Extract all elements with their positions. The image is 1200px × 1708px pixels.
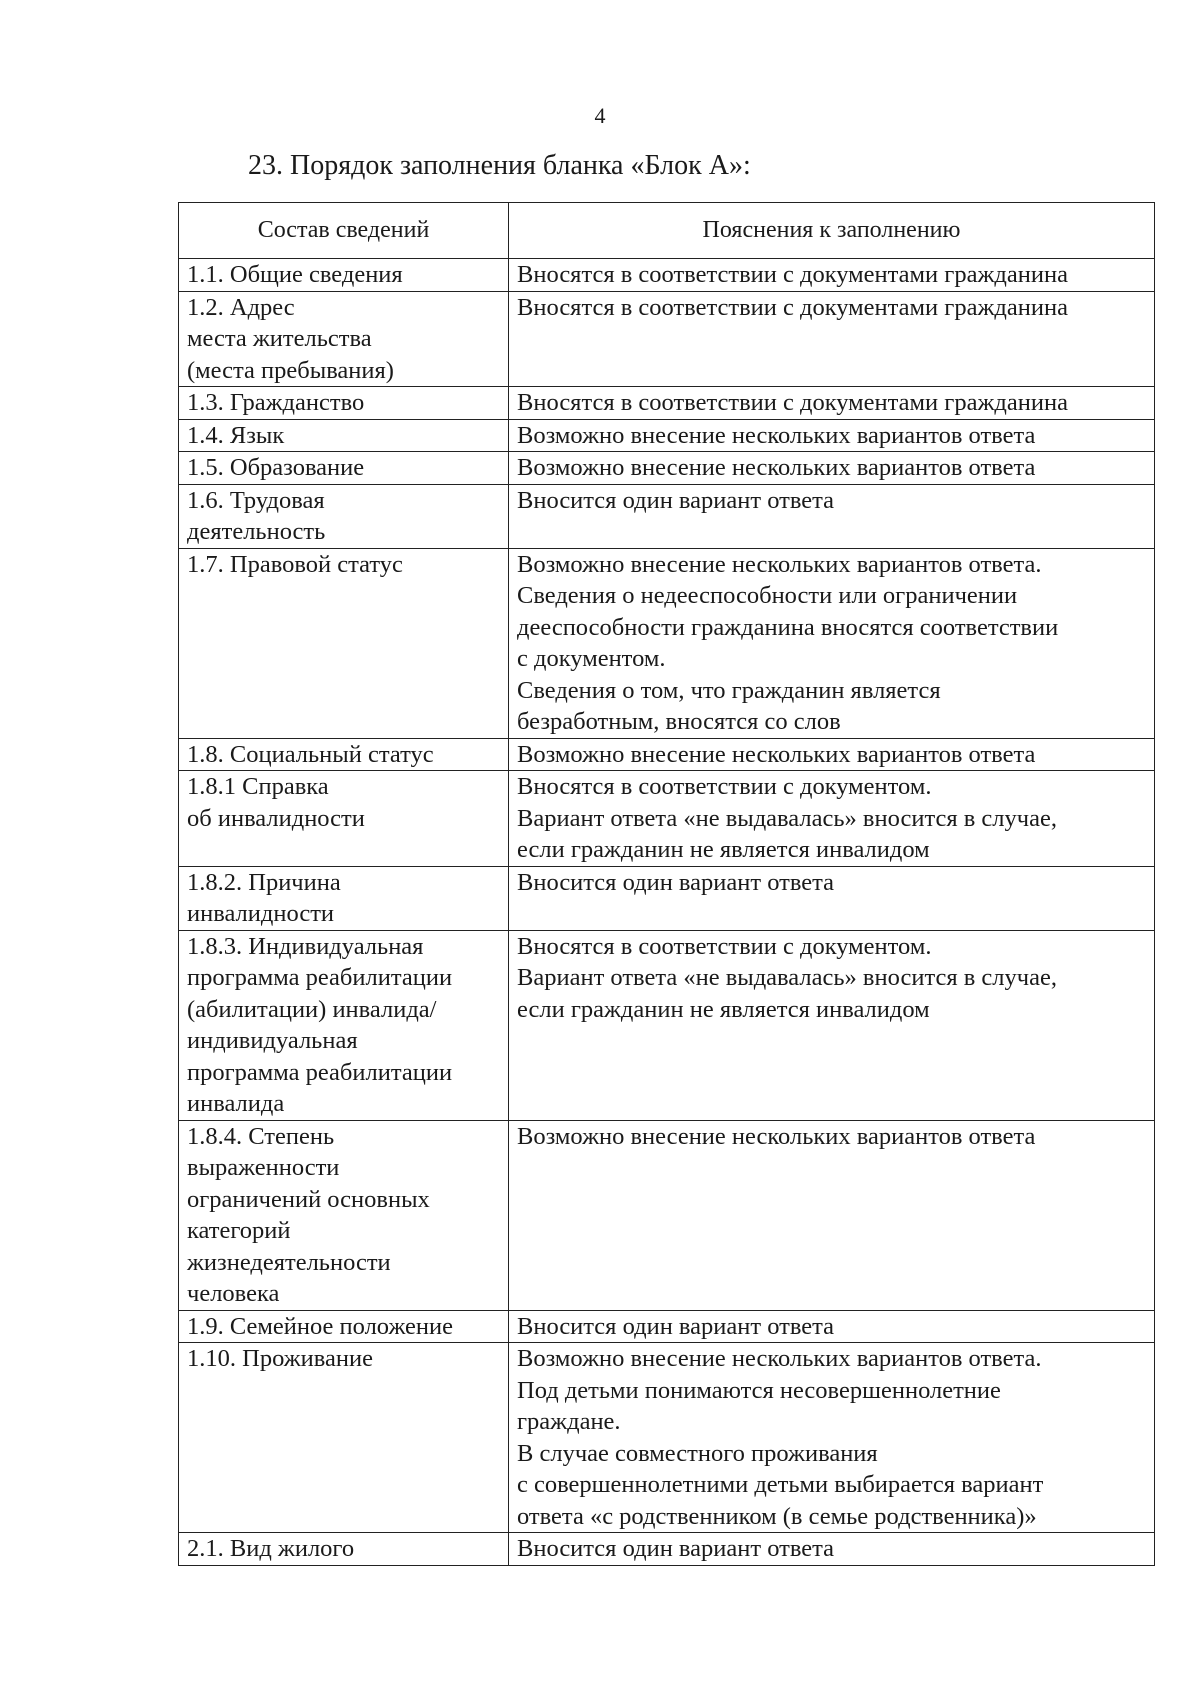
column-header-explanations: Пояснения к заполнению <box>509 203 1155 259</box>
item-cell <box>179 930 509 1120</box>
table-row <box>179 419 1155 452</box>
note-cell <box>509 548 1155 738</box>
note-text: Вносятся в соответствии с документами гражданина <box>517 389 1068 416</box>
table-row <box>179 1310 1155 1343</box>
item-cell <box>179 259 509 292</box>
item-cell <box>179 387 509 420</box>
note-text: Вносятся в соответствии с документом. <box>517 773 932 800</box>
note-text: Вносится один вариант ответа <box>517 486 835 514</box>
table-row <box>179 1533 1155 1566</box>
item-text: 1.10. Проживание <box>187 1345 373 1372</box>
item-cell <box>179 291 509 387</box>
item-text: 1.7. Правовой статус <box>187 550 403 578</box>
table-row <box>179 738 1155 771</box>
note-text: Вносится один вариант ответа <box>517 1535 835 1562</box>
note-cell <box>509 484 1155 548</box>
note-text: ответа «с родственником (в семье родственника)» <box>517 1502 1037 1530</box>
page-number: 4 <box>594 103 606 128</box>
item-text: программа реабилитации <box>187 1058 453 1086</box>
note-text: Под детьми понимаются несовершеннолетние <box>517 1376 1001 1404</box>
item-text: 1.8.3. Индивидуальная <box>187 932 424 960</box>
note-cell <box>509 1343 1155 1533</box>
item-text: категорий <box>187 1217 291 1244</box>
item-text: 1.1. Общие сведения <box>187 261 403 288</box>
note-text: безработным, вносятся со слов <box>517 708 841 735</box>
table-row <box>179 548 1155 738</box>
item-text: 1.8.2. Причина <box>187 868 341 896</box>
item-text: жизнедеятельности <box>187 1248 391 1276</box>
filling-instructions-table <box>178 202 1155 1566</box>
table-row <box>179 866 1155 930</box>
table-row <box>179 259 1155 292</box>
note-text: Возможно внесение нескольких вариантов ответа <box>517 1122 1036 1150</box>
note-text: Возможно внесение нескольких вариантов ответа. <box>517 1345 1042 1372</box>
item-cell <box>179 452 509 485</box>
item-text: 1.5. Образование <box>187 454 365 481</box>
item-cell <box>179 484 509 548</box>
note-text: Вариант ответа «не выдавалась» вносится в случае, <box>517 804 1057 832</box>
item-cell <box>179 1533 509 1566</box>
item-text: 1.8.4. Степень <box>187 1122 335 1150</box>
note-text: Вносятся в соответствии с документом. <box>517 932 932 960</box>
note-cell <box>509 1120 1155 1310</box>
note-text: с документом. <box>517 645 666 672</box>
item-text: места жительства <box>187 325 372 352</box>
note-cell <box>509 387 1155 420</box>
section-heading: 23. Порядок заполнения бланка «Блок А»: <box>248 150 751 181</box>
item-text: 1.3. Гражданство <box>187 389 365 416</box>
note-text: Сведения о том, что гражданин является <box>517 676 941 704</box>
note-text: Возможно внесение нескольких вариантов ответа <box>517 740 1036 768</box>
item-text: деятельность <box>187 518 326 545</box>
note-text: Вносится один вариант ответа <box>517 868 835 896</box>
item-text: (места пребывания) <box>187 356 394 384</box>
note-text: Вносятся в соответствии с документами гражданина <box>517 261 1068 288</box>
table-body <box>179 259 1155 1566</box>
note-cell <box>509 771 1155 867</box>
note-text: если гражданин не является инвалидом <box>517 995 930 1023</box>
item-text: 1.8.1 Справка <box>187 773 329 800</box>
table-header-row <box>179 203 1155 259</box>
item-text: 1.2. Адрес <box>187 293 295 321</box>
item-text: ограничений основных <box>187 1185 430 1213</box>
table-row <box>179 930 1155 1120</box>
item-cell <box>179 1120 509 1310</box>
note-cell <box>509 866 1155 930</box>
note-cell <box>509 738 1155 771</box>
item-text: программа реабилитации <box>187 964 453 991</box>
table-row <box>179 1343 1155 1533</box>
note-cell <box>509 291 1155 387</box>
column-header-composition: Состав сведений <box>179 203 509 259</box>
note-cell <box>509 1310 1155 1343</box>
item-text: 1.9. Семейное положение <box>187 1312 454 1340</box>
note-cell <box>509 452 1155 485</box>
note-cell <box>509 419 1155 452</box>
note-text: Возможно внесение нескольких вариантов ответа <box>517 421 1036 449</box>
item-cell <box>179 1310 509 1343</box>
note-cell <box>509 1533 1155 1566</box>
table-row <box>179 484 1155 548</box>
note-cell <box>509 930 1155 1120</box>
note-text: Сведения о недееспособности или ограничении <box>517 582 1018 609</box>
note-text: граждане. <box>517 1408 621 1435</box>
item-text: человека <box>187 1280 280 1307</box>
table-row <box>179 1120 1155 1310</box>
item-cell <box>179 771 509 867</box>
note-cell <box>509 259 1155 292</box>
item-cell <box>179 866 509 930</box>
item-text: об инвалидности <box>187 804 365 832</box>
table-row <box>179 452 1155 485</box>
item-text: 1.6. Трудовая <box>187 486 325 514</box>
table-row <box>179 771 1155 867</box>
item-text: 2.1. Вид жилого <box>187 1535 355 1562</box>
item-text: инвалидности <box>187 900 335 927</box>
table-row <box>179 291 1155 387</box>
item-text: выраженности <box>187 1154 340 1181</box>
note-text: с совершеннолетними детьми выбирается вариант <box>517 1471 1044 1498</box>
item-text: (абилитации) инвалида/ <box>187 995 437 1023</box>
note-text: В случае совместного проживания <box>517 1439 878 1467</box>
item-text: 1.4. Язык <box>187 421 285 449</box>
note-text: Вносятся в соответствии с документами гражданина <box>517 293 1068 321</box>
item-text: 1.8. Социальный статус <box>187 740 434 768</box>
item-cell <box>179 419 509 452</box>
note-text: дееспособности гражданина вносятся соответствии <box>517 613 1059 641</box>
table-row <box>179 387 1155 420</box>
item-cell <box>179 1343 509 1533</box>
note-text: Вариант ответа «не выдавалась» вносится в случае, <box>517 964 1057 991</box>
note-text: Вносится один вариант ответа <box>517 1312 835 1340</box>
note-text: Возможно внесение нескольких вариантов ответа. <box>517 550 1042 578</box>
item-text: индивидуальная <box>187 1027 358 1054</box>
item-text: инвалида <box>187 1090 285 1117</box>
note-text: Возможно внесение нескольких вариантов ответа <box>517 454 1036 481</box>
item-cell <box>179 738 509 771</box>
note-text: если гражданин не является инвалидом <box>517 836 930 863</box>
item-cell <box>179 548 509 738</box>
